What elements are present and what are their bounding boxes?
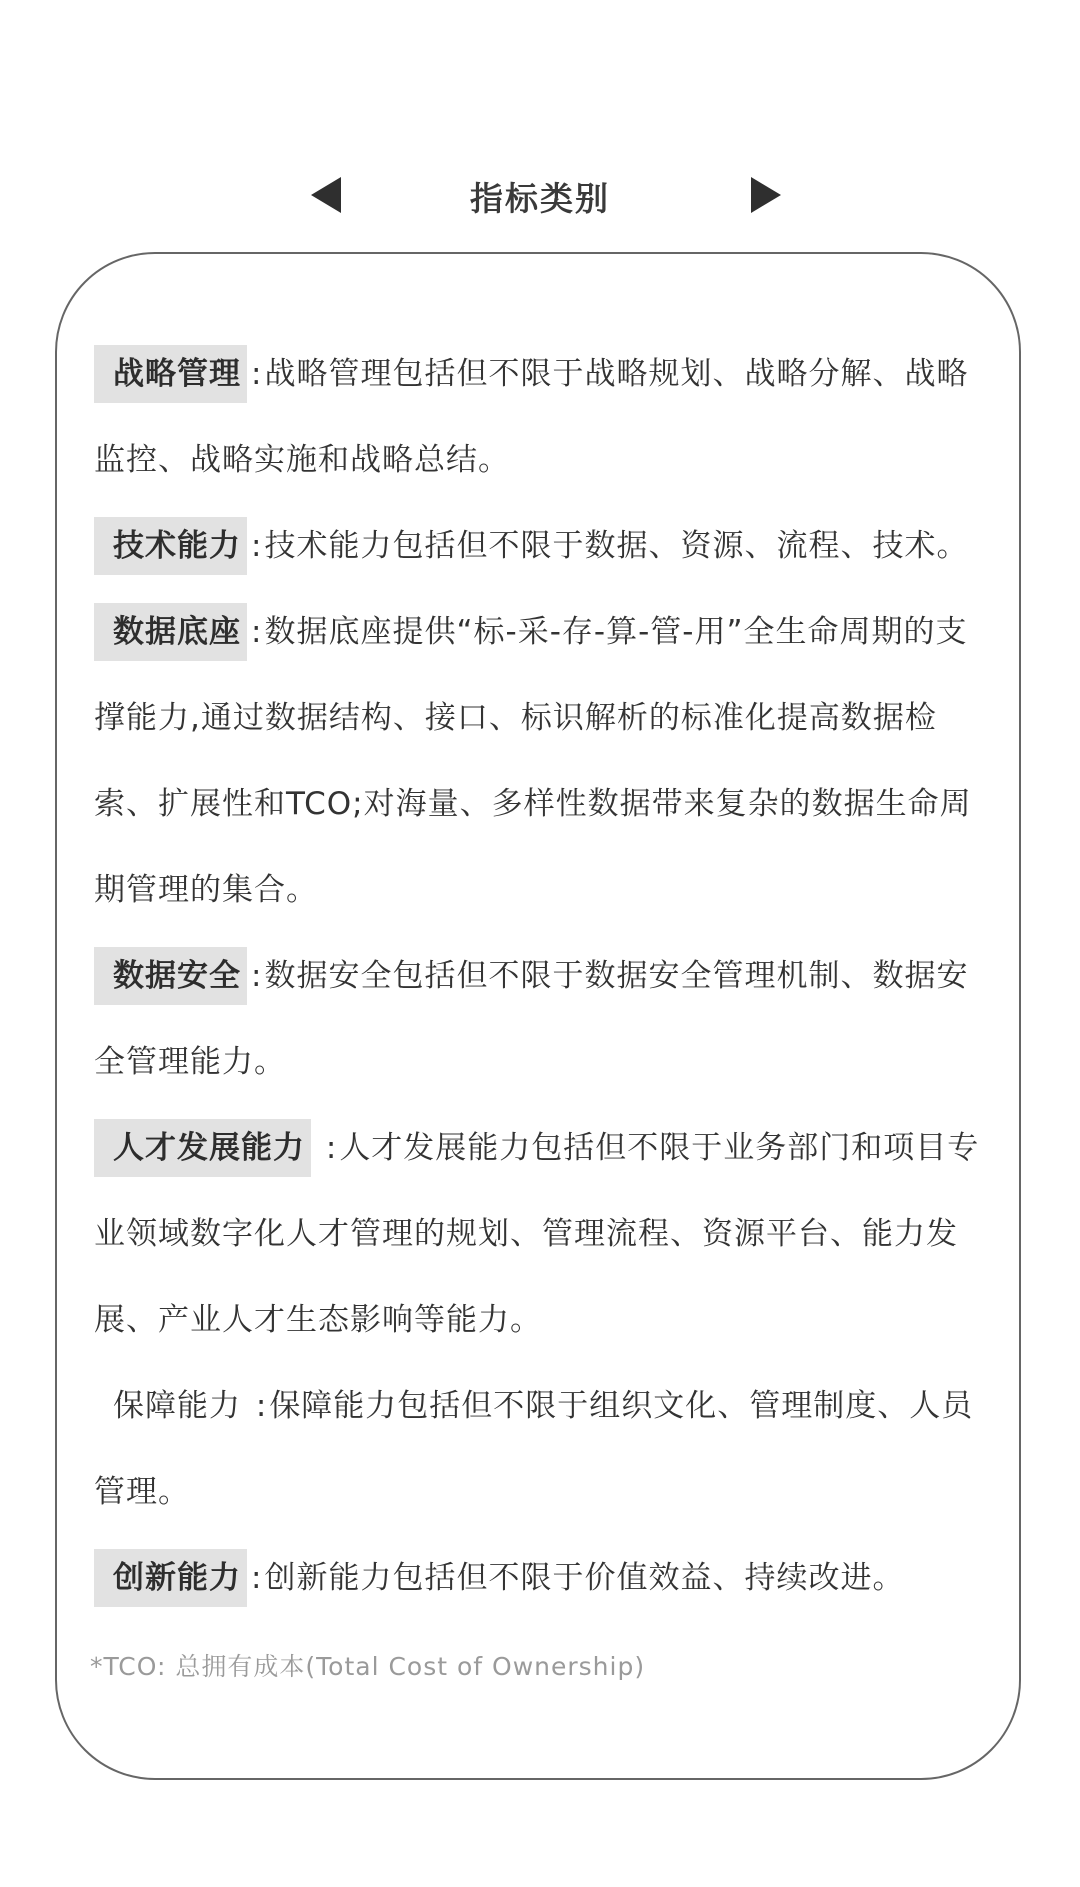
indicator-description: 技术能力包括但不限于数据、资源、流程、技术。: [264, 528, 969, 564]
indicator-separator: :: [251, 958, 263, 994]
indicator-separator: :: [251, 528, 263, 564]
indicator-entry-data-foundation: [94, 589, 994, 933]
indicator-separator: :: [251, 614, 263, 650]
indicator-entry-data-security: [94, 933, 994, 1105]
indicator-card: [55, 252, 1021, 1780]
indicator-entry-strategy: [94, 331, 994, 503]
triangle-right-icon: [735, 165, 787, 225]
indicator-entry-talent: [94, 1105, 994, 1363]
indicator-tag: 创新能力: [94, 1549, 247, 1607]
triangle-left-icon: [305, 165, 357, 225]
next-category-button[interactable]: [735, 165, 787, 225]
indicator-separator: :: [251, 356, 263, 392]
indicator-separator: :: [315, 1130, 338, 1166]
indicator-tag: 技术能力: [94, 517, 247, 575]
category-title: 指标类别: [470, 179, 610, 218]
indicator-entry-technology: [94, 503, 994, 589]
category-nav: [0, 165, 1080, 225]
indicator-entry-innovation: [94, 1535, 994, 1621]
indicator-list: [94, 331, 994, 1621]
indicator-tag: 战略管理: [94, 345, 247, 403]
indicator-tag: 保障能力: [113, 1388, 241, 1424]
indicator-separator: :: [251, 1560, 263, 1596]
prev-category-button[interactable]: [305, 165, 357, 225]
tco-footnote: *TCO: 总拥有成本(Total Cost of Ownership): [90, 1652, 646, 1681]
indicator-description: 战略管理包括但不限于战略规划、战略分解、战略监控、战略实施和战略总结。: [94, 356, 969, 478]
indicator-tag: 数据底座: [94, 603, 247, 661]
indicator-description: 数据安全包括但不限于数据安全管理机制、数据安全管理能力。: [94, 958, 969, 1080]
indicator-entry-assurance: [94, 1363, 994, 1535]
indicator-separator: :: [245, 1388, 268, 1424]
indicator-description: 数据底座提供“标-采-存-算-管-用”全生命周期的支撑能力,通过数据结构、接口、标识解析的标准化提高数据检索、扩展性和TCO;对海量、多样性数据带来复杂的数据生命周期管理的集合。: [94, 614, 972, 908]
indicator-tag: 人才发展能力: [94, 1119, 311, 1177]
indicator-description: 保障能力包括但不限于组织文化、管理制度、人员管理。: [94, 1388, 974, 1510]
indicator-tag: 数据安全: [94, 947, 247, 1005]
indicator-description: 人才发展能力包括但不限于业务部门和项目专业领域数字化人才管理的规划、管理流程、资源平台、能力发展、产业人才生态影响等能力。: [94, 1130, 980, 1338]
indicator-description: 创新能力包括但不限于价值效益、持续改进。: [264, 1560, 905, 1596]
